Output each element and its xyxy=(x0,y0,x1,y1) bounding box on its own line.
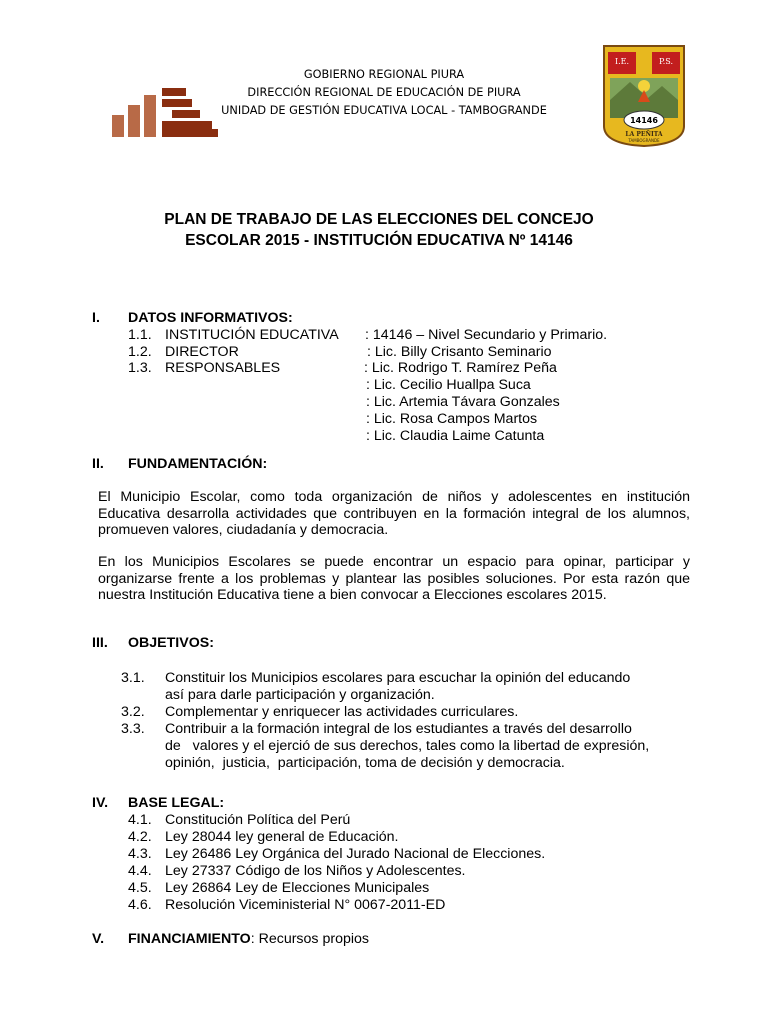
section-1-heading: DATOS INFORMATIVOS: xyxy=(128,310,293,326)
item-1-1-label: INSTITUCIÓN EDUCATIVA xyxy=(165,327,339,343)
item-1-2-number: 1.2. xyxy=(128,344,152,360)
objective-3-3-line-1: Contribuir a la formación integral de los estudiantes a través del desarrollo xyxy=(165,721,632,737)
legal-4-5-text: Ley 26864 Ley de Elecciones Municipales xyxy=(165,880,430,896)
header-line-gobierno: GOBIERNO REGIONAL PIURA xyxy=(303,68,465,81)
item-1-3-label: RESPONSABLES xyxy=(165,360,281,376)
legal-4-4-text: Ley 27337 Código de los Niños y Adolescentes. xyxy=(165,863,466,879)
fundamentacion-paragraph-1: El Municipio Escolar, como toda organización de niños y adolescentes en institución Educativa desarrolla actividades que contribuyen en la formación integral de los alumnos, promueven valores, ciudadanía y democracia. xyxy=(98,489,690,538)
objective-3-3-line-2: de valores y el ejerció de sus derechos, tales como la libertad de expresión, xyxy=(165,738,650,754)
legal-4-2-text: Ley 28044 ley general de Educación. xyxy=(165,829,399,845)
title-line-1: PLAN DE TRABAJO DE LAS ELECCIONES DEL CONCEJO xyxy=(164,211,594,228)
item-1-1-value: : 14146 – Nivel Secundario y Primario. xyxy=(365,327,608,343)
section-3-number: III. xyxy=(92,635,108,651)
section-4-heading: BASE LEGAL: xyxy=(128,795,225,811)
svg-text:LA PEÑITA: LA PEÑITA xyxy=(625,131,663,138)
header-line-direccion: DIRECCIÓN REGIONAL DE EDUCACIÓN DE PIURA xyxy=(247,86,521,99)
financiamiento-line xyxy=(128,931,369,948)
objective-3-1-number: 3.1. xyxy=(121,670,145,686)
objective-3-2-line-1: Complementar y enriquecer las actividades curriculares. xyxy=(165,704,519,720)
legal-4-2-number: 4.2. xyxy=(128,829,152,845)
svg-text:P.S.: P.S. xyxy=(658,57,674,66)
section-5-number: V. xyxy=(92,931,105,947)
legal-4-6-text: Resolución Viceministerial N° 0067-2011-ED xyxy=(165,897,446,913)
item-1-2-label: DIRECTOR xyxy=(165,344,239,360)
section-3-heading: OBJETIVOS: xyxy=(128,635,214,651)
objective-3-2-number: 3.2. xyxy=(121,704,145,720)
legal-4-3-text: Ley 26486 Ley Orgánica del Jurado Nacional de Elecciones. xyxy=(165,846,546,862)
svg-text:I.E.: I.E. xyxy=(614,57,630,66)
legal-4-1-number: 4.1. xyxy=(128,812,152,828)
responsable-4: : Lic. Rosa Campos Martos xyxy=(366,411,538,427)
legal-4-6-number: 4.6. xyxy=(128,897,152,913)
title-line-2: ESCOLAR 2015 - INSTITUCIÓN EDUCATIVA Nº 14146 xyxy=(185,232,573,249)
item-1-3-number: 1.3. xyxy=(128,360,152,376)
item-1-1-number: 1.1. xyxy=(128,327,152,343)
section-1-number: I. xyxy=(92,310,100,326)
legal-4-5-number: 4.5. xyxy=(128,880,152,896)
objective-3-3-line-3: opinión, justicia, participación, toma de decisión y democracia. xyxy=(165,755,565,771)
responsable-2: : Lic. Cecilio Huallpa Suca xyxy=(366,377,531,393)
section-4-number: IV. xyxy=(92,795,109,811)
objective-3-1-line-2: así para darle participación y organización. xyxy=(165,687,435,703)
svg-text:TAMBOGRANDE: TAMBOGRANDE xyxy=(628,138,660,143)
fundamentacion-paragraph-2: En los Municipios Escolares se puede encontrar un espacio para opinar, participar y organizarse frente a los problemas y plantear las posibles soluciones. Por esta razón que nuestra Institución Educativa tiene a bien convocar a Elecciones escolares 2015. xyxy=(98,554,690,603)
item-1-3-value: : Lic. Rodrigo T. Ramírez Peña xyxy=(364,360,557,376)
school-crest-logo xyxy=(600,42,688,148)
responsable-5: : Lic. Claudia Laime Catunta xyxy=(366,428,545,444)
svg-text:14146: 14146 xyxy=(630,116,658,125)
legal-4-1-text: Constitución Política del Perú xyxy=(165,812,351,828)
financiamiento-text: : Recursos propios xyxy=(250,931,369,947)
objective-3-1-line-1: Constituir los Municipios escolares para escuchar la opinión del educando xyxy=(165,670,631,686)
responsable-3: : Lic. Artemia Távara Gonzales xyxy=(366,394,560,410)
legal-4-4-number: 4.4. xyxy=(128,863,152,879)
header-line-ugel: UNIDAD DE GESTIÓN EDUCATIVA LOCAL - TAMBOGRANDE xyxy=(221,104,547,117)
document-title xyxy=(0,209,758,251)
legal-4-3-number: 4.3. xyxy=(128,846,152,862)
section-2-number: II. xyxy=(92,456,104,472)
section-5-heading: FINANCIAMIENTO xyxy=(128,931,251,947)
section-2-heading: FUNDAMENTACIÓN: xyxy=(128,456,268,472)
item-1-2-value: : Lic. Billy Crisanto Seminario xyxy=(367,344,552,360)
objective-3-3-number: 3.3. xyxy=(121,721,145,737)
